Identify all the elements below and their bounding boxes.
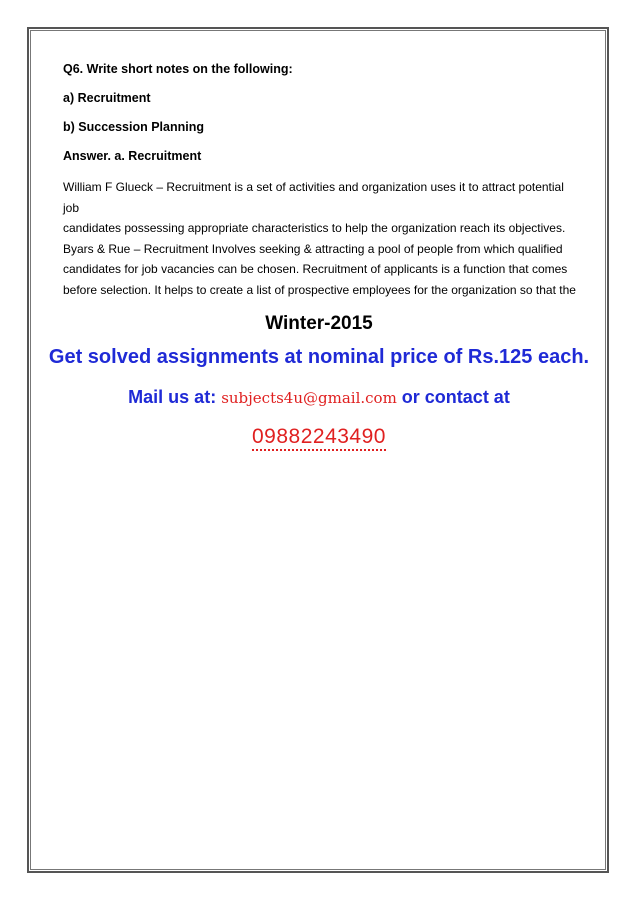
answer-line: candidates possessing appropriate characteristics to help the organization reach its objectives. — [63, 221, 566, 235]
question-title: Q6. Write short notes on the following: — [63, 62, 293, 76]
answer-line: Byars & Rue – Recruitment Involves seeking & attracting a pool of people from which qualified — [63, 241, 563, 256]
question-part-a: a) Recruitment — [63, 91, 151, 105]
promo-offer: Get solved assignments at nominal price of Rs.125 each. — [48, 346, 590, 368]
answer-line: before selection. It helps to create a list of prospective employees for the organization so that the — [63, 282, 576, 297]
promo-title: Winter-2015 — [265, 313, 373, 334]
phone-number[interactable]: 09882243490 — [252, 425, 386, 451]
promo-mail-prefix: Mail us at: — [128, 387, 222, 407]
answer-line: candidates for job vacancies can be chosen. Recruitment of applicants is a function that comes — [63, 262, 568, 276]
answer-heading: Answer. a. Recruitment — [63, 149, 202, 163]
document-content — [63, 61, 583, 300]
promo-phone — [0, 425, 638, 449]
promo-mail-line — [0, 387, 638, 408]
answer-body — [63, 177, 583, 300]
promo-mail-suffix: or contact at — [396, 387, 510, 407]
email-link[interactable]: subjects4u@gmail.com — [221, 389, 397, 407]
question-part-b: b) Succession Planning — [63, 120, 204, 134]
answer-line: William F Glueck – Recruitment is a set of activities and organization uses it to attract potential job — [63, 180, 564, 215]
